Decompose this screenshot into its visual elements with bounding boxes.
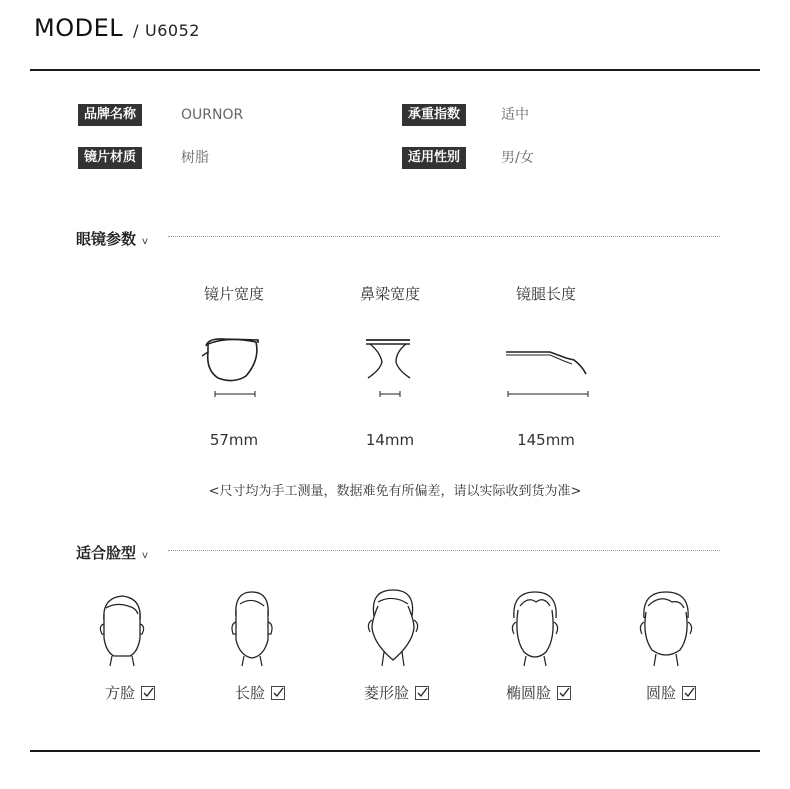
face-label: 方脸 xyxy=(105,684,136,702)
lens-width-value: 57mm xyxy=(209,431,259,449)
oval-face-icon xyxy=(504,588,566,668)
lens-material-tag: 镜片材质 xyxy=(78,147,142,169)
face-option-diamond xyxy=(364,682,429,703)
checkbox-checked-icon xyxy=(141,686,155,700)
checkbox-checked-icon xyxy=(682,686,696,700)
face-label: 圆脸 xyxy=(646,684,677,702)
face-section-label: 适合脸型 xyxy=(76,544,137,562)
load-index-value: 适中 xyxy=(501,107,529,123)
gender-value: 男/女 xyxy=(501,150,534,166)
face-option-round xyxy=(646,682,696,703)
lens-width-icon xyxy=(198,330,268,404)
top-divider xyxy=(30,69,760,71)
face-section-title xyxy=(76,542,148,563)
bridge-width-label: 鼻梁宽度 xyxy=(359,285,420,303)
measurement-note: <尺寸均为手工测量，数据难免有所偏差，请以实际收到货为准> xyxy=(208,484,582,499)
square-face-icon xyxy=(92,590,152,668)
lens-material-value: 树脂 xyxy=(181,150,209,166)
glasses-section-title xyxy=(76,228,148,249)
face-label: 椭圆脸 xyxy=(506,684,552,702)
lens-width-label: 镜片宽度 xyxy=(203,285,264,303)
checkbox-checked-icon xyxy=(271,686,285,700)
face-option-oval xyxy=(506,682,571,703)
model-separator: / xyxy=(133,21,140,40)
diamond-face-icon xyxy=(360,586,426,668)
section-dotted-line xyxy=(168,550,720,551)
temple-length-label: 镜腿长度 xyxy=(515,285,576,303)
model-code: U6052 xyxy=(145,21,200,40)
checkbox-checked-icon xyxy=(415,686,429,700)
glasses-section-label: 眼镜参数 xyxy=(76,230,137,248)
bottom-divider xyxy=(30,750,760,752)
face-option-square xyxy=(105,682,155,703)
round-face-icon xyxy=(634,588,698,668)
section-dotted-line xyxy=(168,236,720,237)
load-index-tag: 承重指数 xyxy=(402,104,466,126)
chevron-down-icon: v xyxy=(142,550,148,561)
checkbox-checked-icon xyxy=(557,686,571,700)
brand-value: OURNOR xyxy=(181,107,244,123)
bridge-width-value: 14mm xyxy=(365,431,415,449)
model-label: MODEL xyxy=(34,14,124,42)
model-header xyxy=(34,14,200,42)
face-label: 菱形脸 xyxy=(364,684,410,702)
temple-length-value: 145mm xyxy=(517,431,575,449)
long-face-icon xyxy=(222,588,282,668)
face-option-long xyxy=(235,682,285,703)
bridge-width-icon xyxy=(360,330,420,404)
chevron-down-icon: v xyxy=(142,236,148,247)
face-label: 长脸 xyxy=(235,684,266,702)
gender-tag: 适用性别 xyxy=(402,147,466,169)
brand-tag: 品牌名称 xyxy=(78,104,142,126)
temple-length-icon xyxy=(500,330,596,404)
